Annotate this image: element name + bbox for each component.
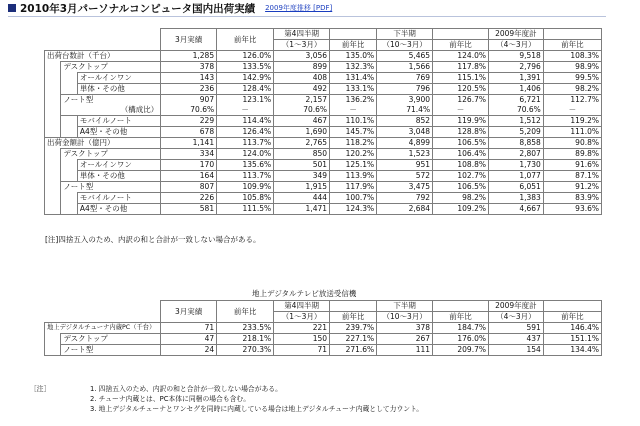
cell: － <box>543 105 601 116</box>
table-row <box>45 127 602 138</box>
row-label: （構成比） <box>61 105 161 116</box>
cell: 132.3% <box>330 62 377 73</box>
pc-shipments-table <box>44 28 602 215</box>
row-label: ノート型 <box>61 95 161 106</box>
cell: 3,475 <box>377 182 433 193</box>
cell: 378 <box>161 62 217 73</box>
cell: 1,690 <box>274 127 330 138</box>
cell: 126.4% <box>217 127 274 138</box>
cell: 852 <box>377 116 433 127</box>
cell: 769 <box>377 73 433 84</box>
table-row <box>45 182 602 193</box>
cell: 1,141 <box>161 138 217 149</box>
cell: 591 <box>488 323 543 334</box>
cell: 239.7% <box>330 323 377 334</box>
cell: 93.6% <box>543 204 601 215</box>
cell: 124.0% <box>217 149 274 160</box>
header-row <box>45 301 602 312</box>
cell: 83.9% <box>543 193 601 204</box>
cell: 226 <box>161 193 217 204</box>
cell: 71 <box>274 345 330 356</box>
cell: 218.1% <box>217 334 274 345</box>
header-q4-yoy: 前年比 <box>330 40 377 51</box>
cell: 146.4% <box>543 323 601 334</box>
header-march: 3月実績 <box>161 301 217 323</box>
cell: 133.1% <box>330 84 377 95</box>
header-row <box>45 29 602 40</box>
cell: 899 <box>274 62 330 73</box>
header-fy-spacer <box>543 301 601 312</box>
page-header <box>8 1 332 15</box>
cell: 70.6% <box>488 105 543 116</box>
cell: 117.9% <box>330 182 377 193</box>
cell: 229 <box>161 116 217 127</box>
header-q4-sub: （1～3月） <box>274 40 330 51</box>
cell: 120.5% <box>433 84 489 95</box>
header-h2-yoy: 前年比 <box>433 312 489 323</box>
cell: 91.2% <box>543 182 601 193</box>
cell: 154 <box>488 345 543 356</box>
row-label: 単体・その他 <box>77 171 160 182</box>
cell: 267 <box>377 334 433 345</box>
cell: 24 <box>161 345 217 356</box>
indent-cell <box>61 160 77 171</box>
indent-cell <box>45 204 61 215</box>
cell: 106.5% <box>433 182 489 193</box>
cell: 71 <box>161 323 217 334</box>
indent-cell <box>45 84 61 95</box>
cell: 221 <box>274 323 330 334</box>
cell: 135.0% <box>330 51 377 62</box>
cell: 124.0% <box>433 51 489 62</box>
cell: 2,684 <box>377 204 433 215</box>
cell: 109.2% <box>433 204 489 215</box>
cell: 109.9% <box>217 182 274 193</box>
cell: 117.8% <box>433 62 489 73</box>
corner-cell <box>45 301 161 323</box>
cell: 119.9% <box>433 116 489 127</box>
notes-head: ［注］ <box>30 385 51 393</box>
indent-cell <box>45 334 61 345</box>
indent-cell <box>45 73 61 84</box>
cell: 118.2% <box>330 138 377 149</box>
indent-cell <box>61 84 77 95</box>
indent-cell <box>45 116 61 127</box>
cell: 3,900 <box>377 95 433 106</box>
cell: 951 <box>377 160 433 171</box>
indent-cell <box>45 149 61 160</box>
cell: 3,056 <box>274 51 330 62</box>
header-fy-spacer <box>543 29 601 40</box>
header-h2-spacer <box>433 29 489 40</box>
title-square-icon <box>8 4 16 12</box>
cell: 106.4% <box>433 149 489 160</box>
title-divider <box>8 16 606 17</box>
cell: 1,391 <box>488 73 543 84</box>
header-q4-spacer <box>330 301 377 312</box>
cell: － <box>330 105 377 116</box>
cell: 106.5% <box>433 138 489 149</box>
cell: 233.5% <box>217 323 274 334</box>
cell: 378 <box>377 323 433 334</box>
row-label: 出荷金額計（億円） <box>45 138 161 149</box>
row-label: 出荷台数計（千台） <box>45 51 161 62</box>
note-item: 1. 四捨五入のため、内訳の和と合計が一致しない場合がある。 <box>90 385 282 393</box>
cell: 71.4% <box>377 105 433 116</box>
cell: 1,285 <box>161 51 217 62</box>
cell: 9,518 <box>488 51 543 62</box>
indent-cell <box>61 171 77 182</box>
cell: 111.0% <box>543 127 601 138</box>
cell: 581 <box>161 204 217 215</box>
cell: 4,667 <box>488 204 543 215</box>
cell: 3,048 <box>377 127 433 138</box>
cell: 119.2% <box>543 116 601 127</box>
row-label: 地上デジタルチューナ内蔵PC（千台） <box>45 323 161 334</box>
cell: 98.9% <box>543 62 601 73</box>
cell: 1,077 <box>488 171 543 182</box>
header-q4-spacer <box>330 29 377 40</box>
cell: 492 <box>274 84 330 95</box>
row-label: 単体・その他 <box>77 84 160 95</box>
cell: 792 <box>377 193 433 204</box>
indent-cell <box>45 127 61 138</box>
header-h2-spacer <box>433 301 489 312</box>
row-label: A4型・その他 <box>77 127 160 138</box>
indent-cell <box>61 204 77 215</box>
header-q4-yoy: 前年比 <box>330 312 377 323</box>
header-q4: 第4四半期 <box>274 301 330 312</box>
table-row <box>45 204 602 215</box>
cell: 128.8% <box>433 127 489 138</box>
cell: 133.5% <box>217 62 274 73</box>
cell: 128.4% <box>217 84 274 95</box>
row-label: オールインワン <box>77 73 160 84</box>
cell: 100.7% <box>330 193 377 204</box>
cell: 6,721 <box>488 95 543 106</box>
table-row <box>45 105 602 116</box>
cell: 145.7% <box>330 127 377 138</box>
header-march: 3月実績 <box>161 29 217 51</box>
header-h2: 下半期 <box>377 301 433 312</box>
cell: 2,796 <box>488 62 543 73</box>
cell: 270.3% <box>217 345 274 356</box>
cell: － <box>217 105 274 116</box>
row-label: デスクトップ <box>61 62 161 73</box>
header-q4: 第4四半期 <box>274 29 330 40</box>
cell: 1,523 <box>377 149 433 160</box>
cell: 115.1% <box>433 73 489 84</box>
note-item: 2. チューナ内蔵とは、PC本体に同梱の場合も含む。 <box>90 395 251 403</box>
row-label: A4型・その他 <box>77 204 160 215</box>
cell: 89.8% <box>543 149 601 160</box>
cell: 6,051 <box>488 182 543 193</box>
table-row <box>45 84 602 95</box>
cell: 113.7% <box>217 171 274 182</box>
pc-table-note: [注]四捨五入のため、内訳の和と合計が一致しない場合がある。 <box>45 235 261 244</box>
cell: 98.2% <box>433 193 489 204</box>
header-h2-sub: （10～3月） <box>377 312 433 323</box>
cell: 70.6% <box>274 105 330 116</box>
cell: 5,209 <box>488 127 543 138</box>
cell: 120.2% <box>330 149 377 160</box>
table-row <box>45 149 602 160</box>
table-row <box>45 51 602 62</box>
header-fy: 2009年度計 <box>488 29 543 40</box>
header-fy-yoy: 前年比 <box>543 40 601 51</box>
table-row <box>45 95 602 106</box>
cell: 150 <box>274 334 330 345</box>
cell: 113.7% <box>217 138 274 149</box>
cell: 143 <box>161 73 217 84</box>
cell: 236 <box>161 84 217 95</box>
cell: 796 <box>377 84 433 95</box>
table-row <box>45 171 602 182</box>
cell: 2,157 <box>274 95 330 106</box>
cell: 136.2% <box>330 95 377 106</box>
header-yoy: 前年比 <box>217 301 274 323</box>
header-h2: 下半期 <box>377 29 433 40</box>
indent-cell <box>45 182 61 193</box>
indent-cell <box>45 193 61 204</box>
table-row <box>45 193 602 204</box>
cell: 1,512 <box>488 116 543 127</box>
table-row <box>45 345 602 356</box>
cell: 142.9% <box>217 73 274 84</box>
cell: 91.6% <box>543 160 601 171</box>
cell: 501 <box>274 160 330 171</box>
cell: 123.1% <box>217 95 274 106</box>
cell: 437 <box>488 334 543 345</box>
cell: 126.7% <box>433 95 489 106</box>
cell: 184.7% <box>433 323 489 334</box>
row-label: オールインワン <box>77 160 160 171</box>
indent-cell <box>45 105 61 116</box>
cell: 1,383 <box>488 193 543 204</box>
cell: 1,915 <box>274 182 330 193</box>
header-q4-sub: （1～3月） <box>274 312 330 323</box>
cell: 110.1% <box>330 116 377 127</box>
cell: 126.0% <box>217 51 274 62</box>
indent-cell <box>61 193 77 204</box>
note-item: 3. 地上デジタルチューナとワンセグを同時に内蔵している場合は地上デジタルチューナ内蔵として力ウント。 <box>90 405 424 413</box>
indent-cell <box>45 160 61 171</box>
cell: － <box>433 105 489 116</box>
cell: 125.1% <box>330 160 377 171</box>
cell: 99.5% <box>543 73 601 84</box>
table-row <box>45 62 602 73</box>
cell: 113.9% <box>330 171 377 182</box>
cell: 134.4% <box>543 345 601 356</box>
cell: 408 <box>274 73 330 84</box>
cell: 1,566 <box>377 62 433 73</box>
cell: 70.6% <box>161 105 217 116</box>
header-yoy: 前年比 <box>217 29 274 51</box>
cell: 105.8% <box>217 193 274 204</box>
table-row <box>45 116 602 127</box>
row-label: デスクトップ <box>61 149 161 160</box>
cell: 111.5% <box>217 204 274 215</box>
row-label: ノート型 <box>61 345 161 356</box>
cell: 112.7% <box>543 95 601 106</box>
indent-cell <box>61 73 77 84</box>
tv-tuner-table <box>44 300 602 356</box>
cell: 2,765 <box>274 138 330 149</box>
cell: 131.4% <box>330 73 377 84</box>
table-row <box>45 323 602 334</box>
cell: 807 <box>161 182 217 193</box>
cell: 114.4% <box>217 116 274 127</box>
indent-cell <box>61 127 77 138</box>
indent-cell <box>45 345 61 356</box>
cell: 111 <box>377 345 433 356</box>
cell: 1,471 <box>274 204 330 215</box>
table-row <box>45 334 602 345</box>
row-label: モバイルノート <box>77 116 160 127</box>
cell: 227.1% <box>330 334 377 345</box>
table-row <box>45 73 602 84</box>
header-h2-sub: （10～3月） <box>377 40 433 51</box>
cell: 271.6% <box>330 345 377 356</box>
cell: 349 <box>274 171 330 182</box>
cell: 467 <box>274 116 330 127</box>
table-row <box>45 138 602 149</box>
cell: 102.7% <box>433 171 489 182</box>
tv-table-title: 地上デジタルテレビ放送受信機 <box>252 289 357 298</box>
cell: 2,807 <box>488 149 543 160</box>
header-h2-yoy: 前年比 <box>433 40 489 51</box>
indent-cell <box>61 116 77 127</box>
page-title: 2010年3月パーソナルコンピュータ国内出荷実績 <box>20 2 256 15</box>
cell: 907 <box>161 95 217 106</box>
header-fy-yoy: 前年比 <box>543 312 601 323</box>
cell: 47 <box>161 334 217 345</box>
cell: 90.8% <box>543 138 601 149</box>
cell: 176.0% <box>433 334 489 345</box>
header-fy: 2009年度計 <box>488 301 543 312</box>
cell: 98.2% <box>543 84 601 95</box>
indent-cell <box>45 95 61 106</box>
cell: 135.6% <box>217 160 274 171</box>
row-label: デスクトップ <box>61 334 161 345</box>
cell: 334 <box>161 149 217 160</box>
cell: 8,858 <box>488 138 543 149</box>
row-label: モバイルノート <box>77 193 160 204</box>
cell: 209.7% <box>433 345 489 356</box>
cell: 124.3% <box>330 204 377 215</box>
cell: 1,730 <box>488 160 543 171</box>
cell: 5,465 <box>377 51 433 62</box>
indent-cell <box>45 62 61 73</box>
cell: 850 <box>274 149 330 160</box>
corner-cell <box>45 29 161 51</box>
indent-cell <box>45 171 61 182</box>
pdf-link[interactable]: 2009年度推移 [PDF] <box>265 4 333 12</box>
cell: 444 <box>274 193 330 204</box>
header-fy-sub: （4～3月） <box>488 40 543 51</box>
cell: 4,899 <box>377 138 433 149</box>
header-fy-sub: （4～3月） <box>488 312 543 323</box>
cell: 572 <box>377 171 433 182</box>
table-row <box>45 160 602 171</box>
cell: 108.3% <box>543 51 601 62</box>
cell: 170 <box>161 160 217 171</box>
cell: 151.1% <box>543 334 601 345</box>
cell: 1,406 <box>488 84 543 95</box>
cell: 678 <box>161 127 217 138</box>
cell: 87.1% <box>543 171 601 182</box>
cell: 164 <box>161 171 217 182</box>
cell: 108.8% <box>433 160 489 171</box>
row-label: ノート型 <box>61 182 161 193</box>
